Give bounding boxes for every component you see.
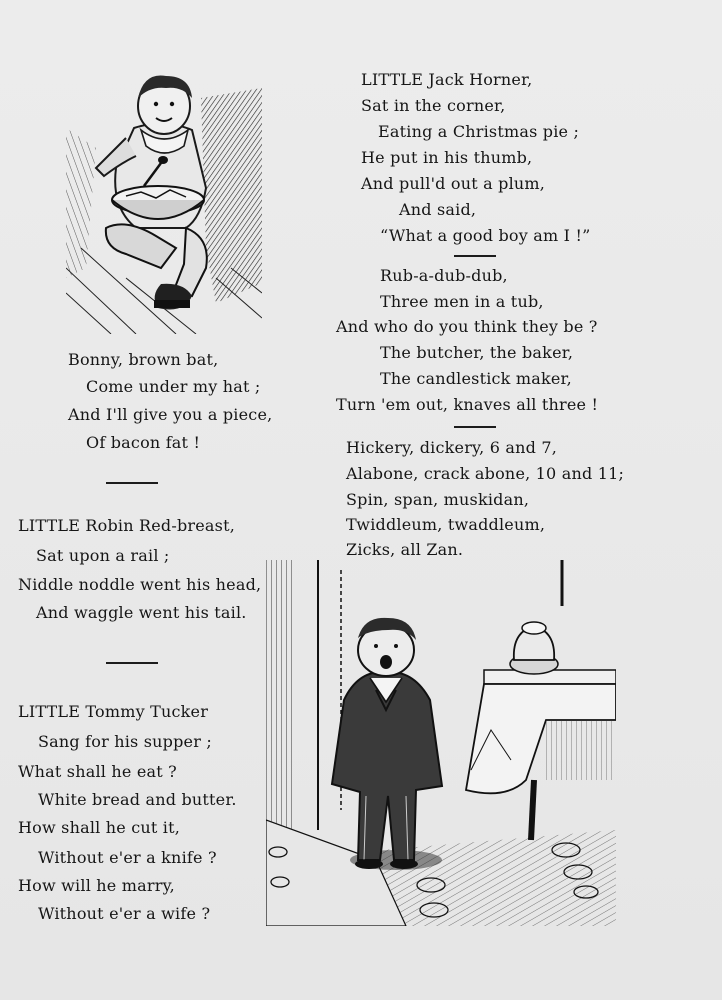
poem-line: He put in his thumb, bbox=[361, 148, 533, 167]
verse-divider bbox=[454, 426, 496, 428]
jack-horner-illustration bbox=[66, 68, 262, 334]
poem-line: White bread and butter. bbox=[38, 790, 237, 809]
poem-line: Sang for his supper ; bbox=[38, 732, 212, 751]
poem-line: Rub-a-dub-dub, bbox=[380, 266, 508, 285]
poem-line: Sat in the corner, bbox=[361, 96, 506, 115]
poem-line: LITTLE Jack Horner, bbox=[361, 70, 533, 89]
poem-line: The candlestick maker, bbox=[380, 369, 572, 388]
poem-line: Of bacon fat ! bbox=[86, 433, 201, 452]
poem-line: And pull'd out a plum, bbox=[361, 174, 546, 193]
poem-line: And I'll give you a piece, bbox=[68, 405, 273, 424]
poem-line: How will he marry, bbox=[18, 876, 175, 895]
poem-line: And said, bbox=[399, 200, 477, 219]
poem-line: Sat upon a rail ; bbox=[36, 546, 170, 565]
poem-line: Without e'er a wife ? bbox=[38, 904, 211, 923]
poem-line: Niddle noddle went his head, bbox=[18, 575, 262, 594]
poem-line: And who do you think they be ? bbox=[336, 317, 598, 336]
poem-line: Bonny, brown bat, bbox=[68, 350, 219, 369]
poem-line: How shall he cut it, bbox=[18, 818, 181, 837]
verse-divider bbox=[106, 482, 158, 484]
poem-line: “What a good boy am I !” bbox=[380, 226, 591, 245]
tommy-tucker-illustration bbox=[266, 560, 616, 926]
poem-line: Hickery, dickery, 6 and 7, bbox=[346, 438, 558, 457]
verse-divider bbox=[106, 662, 158, 664]
poem-line: Turn 'em out, knaves all three ! bbox=[336, 395, 599, 414]
poem-line: Spin, span, muskidan, bbox=[346, 490, 530, 509]
poem-line: LITTLE Robin Red-breast, bbox=[18, 516, 235, 535]
poem-line: What shall he eat ? bbox=[18, 762, 177, 781]
poem-line: The butcher, the baker, bbox=[380, 343, 574, 362]
poem-line: And waggle went his tail. bbox=[36, 603, 247, 622]
poem-line: Come under my hat ; bbox=[86, 377, 261, 396]
poem-line: Alabone, crack abone, 10 and 11; bbox=[346, 464, 625, 483]
poem-line: LITTLE Tommy Tucker bbox=[18, 702, 209, 721]
poem-line: Three men in a tub, bbox=[380, 292, 544, 311]
poem-line: Eating a Christmas pie ; bbox=[378, 122, 580, 141]
poem-line: Zicks, all Zan. bbox=[346, 540, 464, 559]
verse-divider bbox=[454, 255, 496, 257]
poem-line: Twiddleum, twaddleum, bbox=[346, 515, 546, 534]
poem-line: Without e'er a knife ? bbox=[38, 848, 217, 867]
